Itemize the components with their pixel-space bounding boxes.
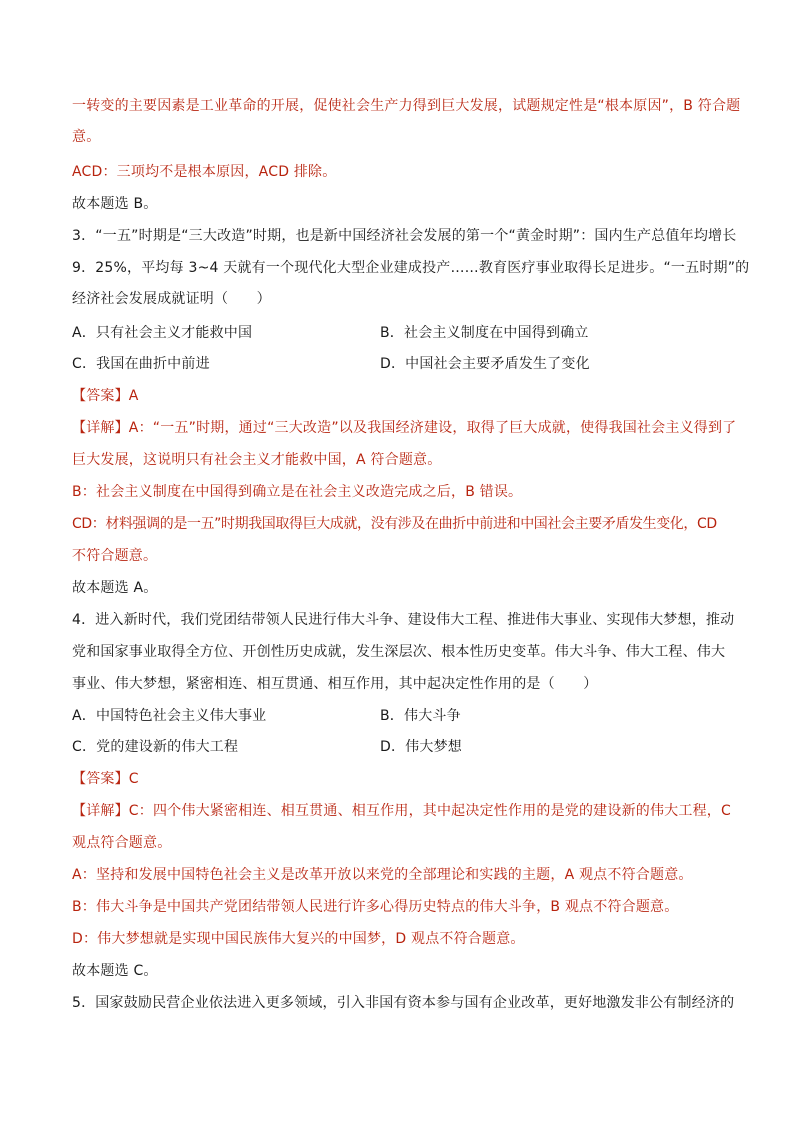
option-d: D．伟大梦想: [380, 739, 462, 755]
option-a: A．只有社会主义才能救中国: [72, 325, 253, 341]
question-4-options-row: [72, 737, 724, 757]
explanation-line: B：社会主义制度在中国得到确立是在社会主义改造完成之后，B 错误。: [72, 484, 523, 500]
question-4-stem: 4．进入新时代，我们党团结带领人民进行伟大斗争、建设伟大工程、推进伟大事业、实现伟大梦想，推动: [72, 612, 735, 628]
conclusion-line: 故本题选 C。: [72, 963, 158, 979]
explanation-line: A：坚持和发展中国特色社会主义是改革开放以来党的全部理论和实践的主题，A 观点不符合题意。: [72, 867, 693, 883]
option-d: D．中国社会主要矛盾发生了变化: [380, 356, 590, 372]
question-3-stem: 经济社会发展成就证明（ ）: [72, 291, 271, 307]
explanation-line: D：伟大梦想就是实现中国民族伟大复兴的中国梦，D 观点不符合题意。: [72, 931, 525, 947]
question-4-stem: 党和国家事业取得全方位、开创性历史成就，发生深层次、根本性历史变革。伟大斗争、伟大工程、伟大: [72, 644, 726, 660]
explanation-line: CD：材料强调的是一五”时期我国取得巨大成就，没有涉及在曲折中前进和中国社会主要矛盾发生变化，CD: [72, 516, 717, 532]
answer-label: 【答案】C: [72, 771, 139, 787]
explanation-line: 不符合题意。: [72, 548, 158, 564]
option-c: C．我国在曲折中前进: [72, 356, 210, 372]
conclusion-line: 故本题选 B。: [72, 196, 158, 212]
question-3-stem: 3．“一五”时期是“三大改造”时期，也是新中国经济社会发展的第一个“黄金时期”：国内生产总值年均增长: [72, 228, 737, 244]
conclusion-line: 故本题选 A。: [72, 580, 158, 596]
question-3-stem: 9．25%，平均每 3~4 天就有一个现代化大型企业建成投产……教育医疗事业取得长足进步。“一五时期”的: [72, 260, 750, 276]
option-c: C．党的建设新的伟大工程: [72, 739, 239, 755]
explanation-line: 意。: [72, 129, 101, 145]
option-a: A．中国特色社会主义伟大事业: [72, 708, 267, 724]
explanation-line: 【详解】A：“一五”时期，通过“三大改造”以及我国经济建设，取得了巨大成就，使得我国社会主义得到了: [72, 420, 737, 436]
question-4-options-row: [72, 706, 724, 726]
question-5-stem: 5．国家鼓励民营企业依法进入更多领域，引入非国有资本参与国有企业改革，更好地激发非公有制经济的: [72, 995, 735, 1011]
answer-label: 【答案】A: [72, 388, 139, 404]
explanation-line: 一转变的主要因素是工业革命的开展，促使社会生产力得到巨大发展，试题规定性是“根本原因”，B 符合题: [72, 98, 741, 114]
option-b: B．社会主义制度在中国得到确立: [380, 325, 589, 341]
question-3-options-row: [72, 354, 724, 374]
explanation-line: 巨大发展，这说明只有社会主义才能救中国，A 符合题意。: [72, 452, 442, 468]
explanation-line: ACD：三项均不是根本原因，ACD 排除。: [72, 164, 337, 180]
explanation-line: B：伟大斗争是中国共产党团结带领人民进行许多心得历史特点的伟大斗争，B 观点不符合题意。: [72, 899, 679, 915]
question-3-options-row: [72, 323, 724, 343]
option-b: B．伟大斗争: [380, 708, 461, 724]
explanation-line: 观点符合题意。: [72, 835, 172, 851]
question-4-stem: 事业、伟大梦想，紧密相连、相互贯通、相互作用，其中起决定性作用的是（ ）: [72, 676, 598, 692]
explanation-line: 【详解】C：四个伟大紧密相连、相互贯通、相互作用，其中起决定性作用的是党的建设新的伟大工程，C: [72, 803, 731, 819]
